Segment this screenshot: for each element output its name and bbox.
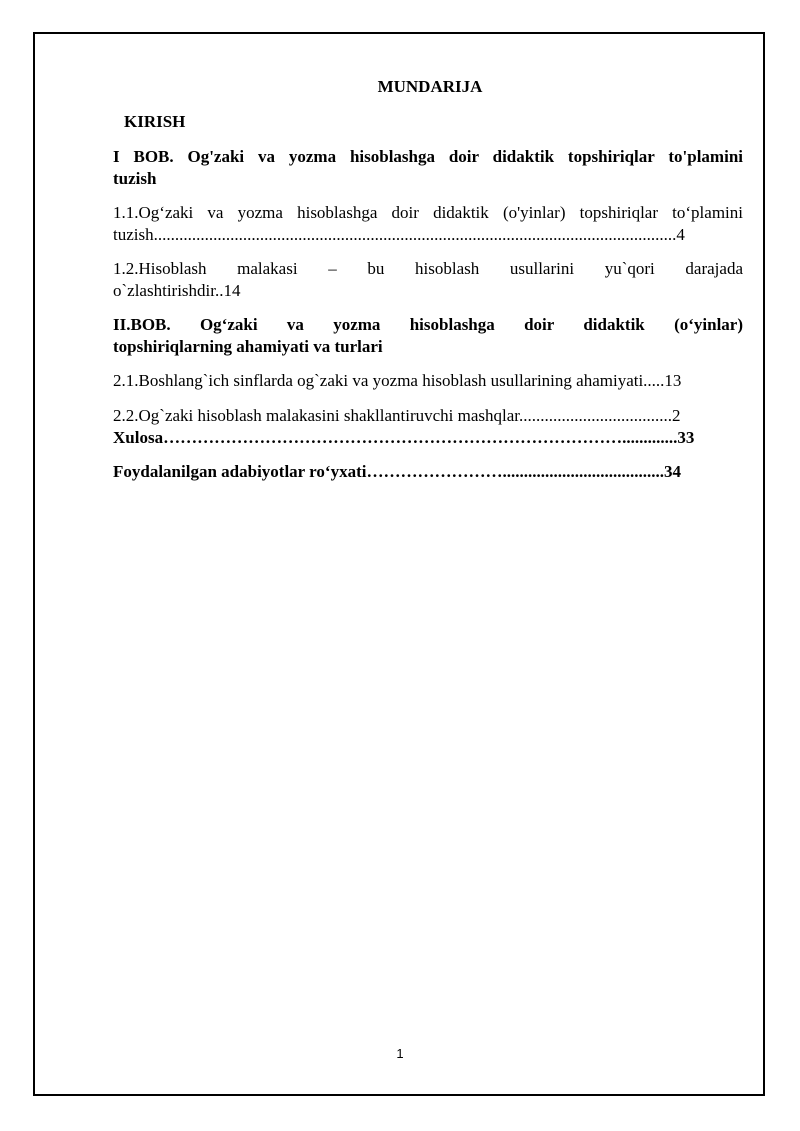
toc-entry-kirish[interactable]: [124, 111, 754, 133]
toc-entry-line: o`zlashtirishdir..14: [113, 281, 241, 300]
toc-entry-line: 1.1.Og‘zaki va yozma hisoblashga doir didaktik (o'yinlar) topshiriqlar to‘plamini: [113, 203, 743, 222]
page-border: [33, 32, 765, 1096]
toc-entry-section-1-1[interactable]: [113, 202, 743, 246]
toc-entry-bob-1[interactable]: [113, 146, 743, 190]
toc-entry-line: Foydalanilgan adabiyotlar ro‘yxati……………………......................................34: [113, 462, 681, 481]
toc-entry-adabiyotlar[interactable]: [113, 461, 743, 483]
toc-entry-line: 1.2.Hisoblash malakasi – bu hisoblash usullarini yu`qori darajada: [113, 259, 743, 278]
toc-entry-line: tuzish...........................................................................................................................4: [113, 225, 685, 244]
toc-entry-line: II.BOB. Og‘zaki va yozma hisoblashga doir didaktik (o‘yinlar): [113, 315, 743, 334]
toc-entry-bob-2[interactable]: [113, 314, 743, 358]
toc-entry-line: I BOB. Og'zaki va yozma hisoblashga doir didaktik topshiriqlar to'plamini: [113, 147, 743, 166]
toc-title: [0, 76, 800, 98]
toc-entry-line: topshiriqlarning ahamiyati va turlari: [113, 337, 383, 356]
toc-entry-line: KIRISH: [124, 112, 186, 131]
toc-entry-line: 2.2.Og`zaki hisoblash malakasini shakllantiruvchi mashqlar....................................2: [113, 406, 681, 425]
toc-entry-section-2-2[interactable]: [113, 405, 743, 427]
toc-entry-section-2-1[interactable]: [113, 370, 743, 392]
page-number: 1: [396, 1046, 404, 1061]
toc-entry-line: Xulosa……………………………………………………………………….............33: [113, 428, 695, 447]
toc-entry-section-1-2[interactable]: [113, 258, 743, 302]
toc-entry-xulosa[interactable]: [113, 427, 743, 449]
toc-entry-line: tuzish: [113, 169, 157, 188]
toc-entry-line: 2.1.Boshlang`ich sinflarda og`zaki va yozma hisoblash usullarining ahamiyati.....13: [113, 371, 682, 390]
toc-title-text: MUNDARIJA: [377, 77, 483, 96]
